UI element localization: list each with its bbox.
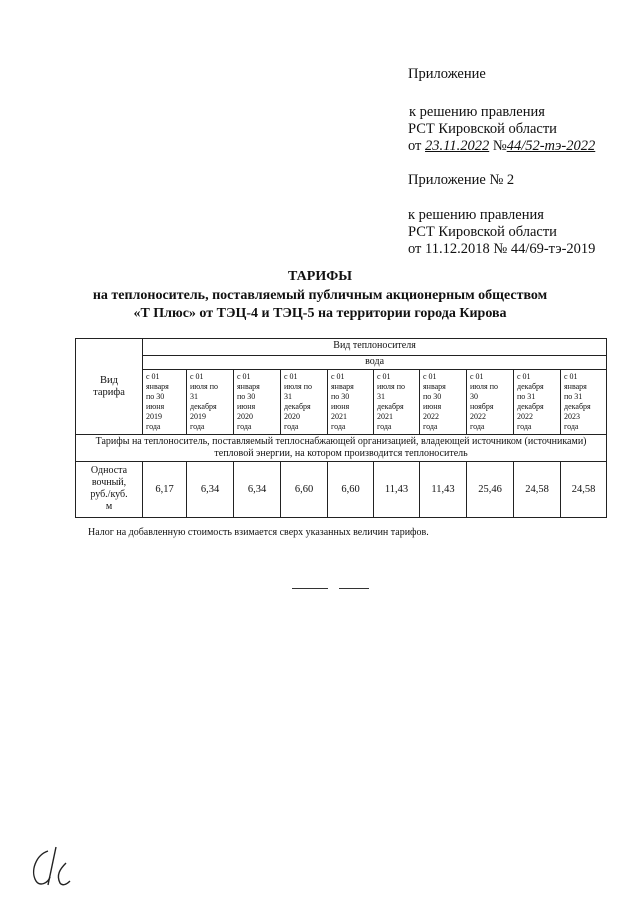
signature-mark (26, 845, 76, 890)
tariff-value: 11,43 (420, 462, 467, 518)
vat-footnote: Налог на добавленную стоимость взимается сверх указанных величин тарифов. (88, 527, 429, 538)
tariff-subheader: Тарифы на теплоноситель, поставляемый теплоснабжающей организацией, владеющей источником (источниками) тепловой энергии, на котором производится теплоноситель (76, 435, 607, 462)
tariff-value: 6,34 (187, 462, 234, 518)
period-cell: с 01 июля по 31 декабря 2020 года (281, 370, 328, 435)
decision-date-line (408, 138, 595, 155)
periods-row (76, 370, 607, 435)
period-cell: с 01 июля по 31 декабря 2021 года (374, 370, 420, 435)
period-cell: с 01 июля по 30 ноября 2022 года (467, 370, 514, 435)
subheader-row (76, 435, 607, 462)
tariff-value: 6,34 (234, 462, 281, 518)
separator-line (292, 588, 328, 589)
document-heading: ТАРИФЫ (288, 269, 352, 284)
period-cell: с 01 января по 30 июня 2021 года (328, 370, 374, 435)
to-decision2-label: к решению правления (408, 207, 544, 223)
tariff-value: 25,46 (467, 462, 514, 518)
tariff-table (75, 338, 607, 518)
handwritten-date: 23.11.2022 (425, 138, 490, 154)
handwritten-number: 44/52-тэ-2022 (506, 138, 596, 154)
row-label-line: руб./куб. (90, 489, 128, 500)
appendix-label: Приложение (408, 66, 486, 82)
appendix2-label: Приложение № 2 (408, 172, 515, 188)
table-header-row (76, 339, 607, 356)
tariff-value: 6,17 (143, 462, 187, 518)
period-cell: с 01 июля по 31 декабря 2019 года (187, 370, 234, 435)
period-cell: с 01 января по 30 июня 2022 года (420, 370, 467, 435)
row-label-line: вочный, (91, 477, 127, 488)
row-label-cell (76, 462, 143, 518)
period-cell: с 01 декабря по 31 декабря 2022 года (514, 370, 561, 435)
number-prefix: № (492, 138, 507, 154)
to-decision-label: к решению правления (409, 104, 545, 120)
date-prefix: от (408, 138, 422, 154)
tariff-type-label: Вид тарифа (93, 374, 125, 398)
period-cell: с 01 января по 30 июня 2020 года (234, 370, 281, 435)
document-subtitle-line1: на теплоноситель, поставляемый публичным акционерным обществом (92, 288, 548, 303)
water-header: вода (143, 356, 607, 370)
document-subtitle-line2: «Т Плюс» от ТЭЦ-4 и ТЭЦ-5 на территории города Кирова (133, 306, 507, 321)
water-header-row (76, 356, 607, 370)
authority2-label: РСТ Кировской области (408, 224, 557, 240)
values-row (76, 462, 607, 518)
row-label-line: Односта (90, 465, 128, 476)
row-label-line: м (105, 501, 113, 512)
period-cell: с 01 января по 30 июня 2019 года (143, 370, 187, 435)
tariff-value: 6,60 (328, 462, 374, 518)
authority-label: РСТ Кировской области (408, 121, 557, 137)
tariff-value: 6,60 (281, 462, 328, 518)
separator-line (339, 588, 369, 589)
reference-line: от 11.12.2018 № 44/69-тэ-2019 (408, 241, 596, 257)
tariff-value: 24,58 (561, 462, 607, 518)
period-cell: с 01 января по 31 декабря 2023 года (561, 370, 607, 435)
tariff-type-header (76, 339, 143, 435)
carrier-type-header: Вид теплоносителя (143, 339, 607, 356)
tariff-value: 11,43 (374, 462, 420, 518)
tariff-value: 24,58 (514, 462, 561, 518)
